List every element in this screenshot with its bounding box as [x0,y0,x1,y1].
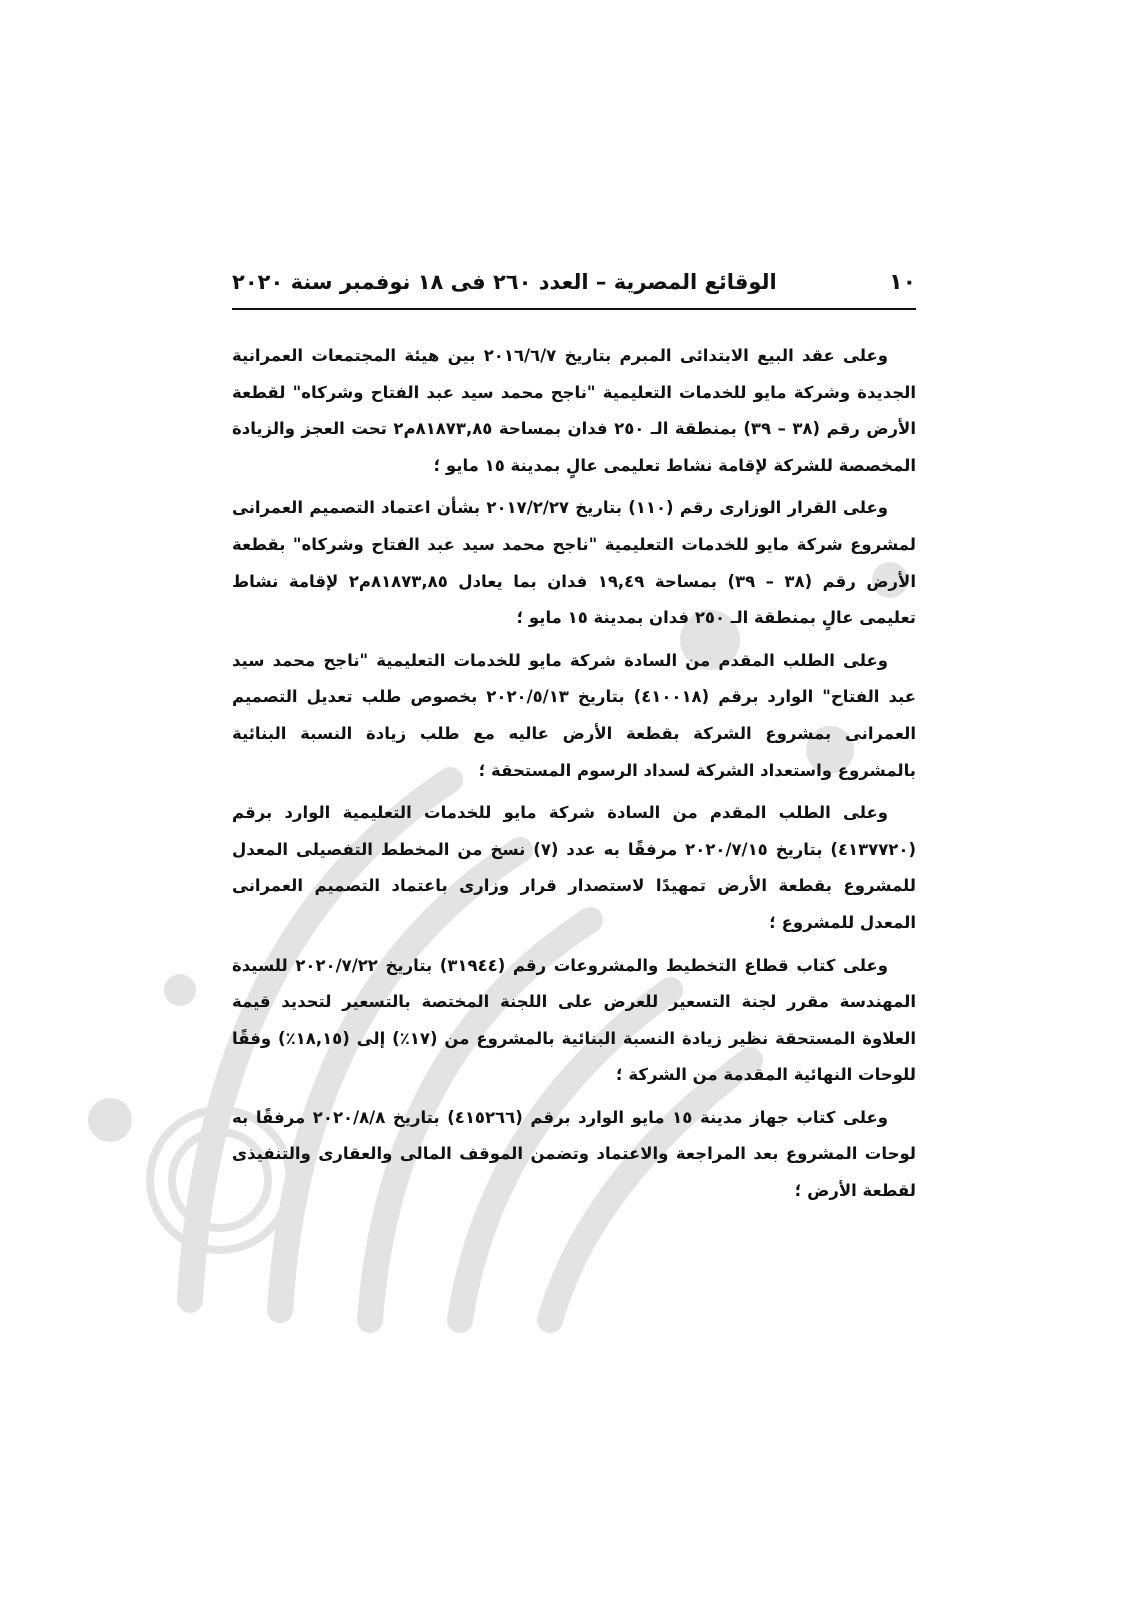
paragraph-city-authority-letter: وعلى كتاب جهاز مدينة ١٥ مايو الوارد برقم (٤١٥٢٦٦) بتاريخ ٢٠٢٠/٨/٨ مرفقًا به لوحات المشروع بعد المراجعة والاعتماد وتضمن الموقف المالى والعقارى والتنفيذى لقطعة الأرض ؛ [232,1107,916,1201]
paragraph-planning-sector-letter: وعلى كتاب قطاع التخطيط والمشروعات رقم (٣١٩٤٤) بتاريخ ٢٠٢٠/٧/٢٢ للسيدة المهندسة مقرر لجنة التسعير للعرض على اللجنة المختصة بالتسعير لتحديد قيمة العلاوة المستحقة نظير زيادة النسبة البنائية بالمشروع من (١٧٪) إلى (١٨,١٥٪) وفقًا للوحات النهائية المقدمة من الشركة ؛ [232,955,916,1085]
body-text [232,338,916,1216]
running-title: الوقائع المصرية – العدد ٢٦٠ فى ١٨ نوفمبر سنة ٢٠٢٠ [232,270,777,294]
page-number: ١٠ [889,269,916,295]
paragraph-sales-contract: وعلى عقد البيع الابتدائى المبرم بتاريخ ٢٠١٦/٦/٧ بين هيئة المجتمعات العمرانية الجديدة وشركة مايو للخدمات التعليمية "ناجح محمد سيد عبد الفتاح وشركاه" لقطعة الأرض رقم (٣٨ – ٣٩) بمنطقة الـ ٢٥٠ فدان بمساحة ٨١٨٧٣,٨٥م٢ تحت العجز والزيادة المخصصة للشركة لإقامة نشاط تعليمى عالٍ بمدينة ١٥ مايو ؛ [232,346,916,475]
paragraph-company-request-july: وعلى الطلب المقدم من السادة شركة مايو للخدمات التعليمية الوارد برقم (٤١٣٧٧٢٠) بتاريخ ٢٠٢٠/٧/١٥ مرفقًا به عدد (٧) نسخ من المخطط التفصيلى المعدل للمشروع بقطعة الأرض تمهيدًا لاستصدار قرار وزارى باعتماد التصميم العمرانى المعدل للمشروع ؛ [232,803,916,932]
paragraph-company-request-may: وعلى الطلب المقدم من السادة شركة مايو للخدمات التعليمية "ناجح محمد سيد عبد الفتاح" الوارد برقم (٤١٠٠١٨) بتاريخ ٢٠٢٠/٥/١٣ بخصوص طلب تعديل التصميم العمرانى بمشروع الشركة بقطعة الأرض عاليه مع طلب زيادة النسبة البنائية بالمشروع واستعداد الشركة لسداد الرسوم المستحقة ؛ [232,650,916,780]
header-divider [232,308,916,310]
paragraph-ministerial-decree: وعلى القرار الوزارى رقم (١١٠) بتاريخ ٢٠١٧/٢/٢٧ بشأن اعتماد التصميم العمرانى لمشروع شركة مايو للخدمات التعليمية "ناجح محمد سيد عبد الفتاح وشركاه" بقطعة الأرض رقم (٣٨ – ٣٩) بمساحة ١٩,٤٩ فدان بما يعادل ٨١٨٧٣,٨٥م٢ لإقامة نشاط تعليمى عالٍ بمنطقة الـ ٢٥٠ فدان بمدينة ١٥ مايو ؛ [232,498,916,628]
page-header [232,262,916,302]
